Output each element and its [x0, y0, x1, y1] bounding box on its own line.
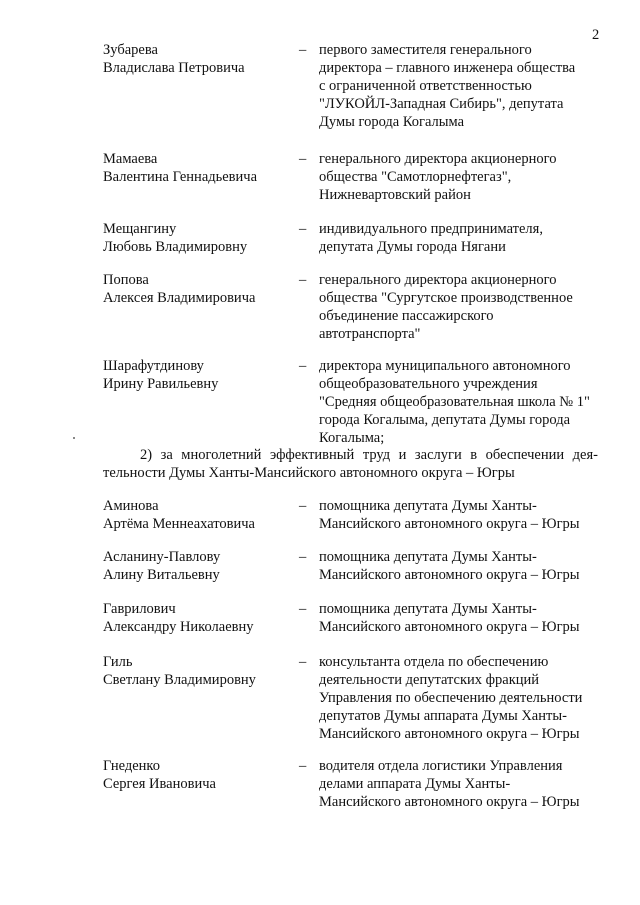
description-line: Мансийского автономного округа – Югры — [319, 567, 580, 583]
dash: – — [299, 654, 307, 670]
surname: Зубарева — [103, 42, 158, 58]
description-line: Нижневартовский район — [319, 187, 471, 203]
person-name — [103, 600, 283, 636]
dash: – — [299, 549, 307, 565]
description-line: общества "Самотлорнефтегаз", — [319, 169, 512, 185]
given-names: Алексея Владимировича — [103, 290, 256, 306]
surname: Гнеденко — [103, 758, 160, 774]
person-name — [103, 41, 283, 77]
surname: Мещангину — [103, 221, 177, 237]
given-names: Светлану Владимировну — [103, 672, 256, 688]
person-name — [103, 548, 283, 584]
given-names: Владислава Петровича — [103, 60, 245, 76]
dash: – — [299, 272, 307, 288]
surname: Шарафутдинову — [103, 358, 204, 374]
dash: – — [299, 151, 307, 167]
description-line: "ЛУКОЙЛ-Западная Сибирь", депутата — [319, 96, 564, 112]
description-line: директора – главного инженера общества — [319, 60, 576, 76]
description-line: Управления по обеспечению деятельности — [319, 690, 583, 706]
description-line: Думы города Когалыма — [319, 114, 465, 130]
person-name — [103, 220, 283, 256]
given-names: Алину Витальевну — [103, 567, 220, 583]
description-line: Мансийского автономного округа – Югры — [319, 619, 580, 635]
description-line: помощника депутата Думы Ханты- — [319, 549, 537, 565]
position-description — [319, 220, 604, 256]
description-line: Мансийского автономного округа – Югры — [319, 516, 580, 532]
description-line: генерального директора акционерного — [319, 272, 557, 288]
surname: Асланину-Павлову — [103, 549, 221, 565]
surname: Гиль — [103, 654, 133, 670]
surname: Гаврилович — [103, 601, 176, 617]
description-line: Когалыма; — [319, 430, 385, 446]
description-line: Мансийского автономного округа – Югры — [319, 794, 580, 810]
description-line: деятельности депутатских фракций — [319, 672, 540, 688]
surname: Аминова — [103, 498, 159, 514]
person-name — [103, 497, 283, 533]
section-paragraph — [103, 446, 598, 482]
description-line: города Когалыма, депутата Думы города — [319, 412, 571, 428]
person-name — [103, 757, 283, 793]
description-line: депутата Думы города Нягани — [319, 239, 506, 255]
given-names: Сергея Ивановича — [103, 776, 216, 792]
person-name — [103, 357, 283, 393]
description-line: помощника депутата Думы Ханты- — [319, 601, 537, 617]
description-line: индивидуального предпринимателя, — [319, 221, 543, 237]
position-description — [319, 653, 604, 743]
surname: Попова — [103, 272, 149, 288]
description-line: консультанта отдела по обеспечению — [319, 654, 549, 670]
given-names: Ирину Равильевну — [103, 376, 219, 392]
description-line: общеобразовательного учреждения — [319, 376, 538, 392]
dash: – — [299, 221, 307, 237]
dash: – — [299, 758, 307, 774]
dash: – — [299, 498, 307, 514]
surname: Мамаева — [103, 151, 158, 167]
given-names: Александру Николаевну — [103, 619, 254, 635]
position-description — [319, 548, 604, 584]
dash: – — [299, 42, 307, 58]
description-line: "Средняя общеобразовательная школа № 1" — [319, 394, 590, 410]
margin-mark — [73, 437, 75, 439]
dash: – — [299, 358, 307, 374]
person-name — [103, 150, 283, 186]
person-name — [103, 653, 283, 689]
position-description — [319, 271, 604, 343]
given-names: Любовь Владимировну — [103, 239, 248, 255]
description-line: Мансийского автономного округа – Югры — [319, 726, 580, 742]
description-line: первого заместителя генерального — [319, 42, 532, 58]
description-line: с ограниченной ответственностью — [319, 78, 532, 94]
paragraph-line: 2) за многолетний эффективный труд и заслуги в обеспечении дея- — [140, 447, 598, 463]
position-description — [319, 150, 604, 204]
position-description — [319, 757, 604, 811]
position-description — [319, 41, 604, 131]
position-description — [319, 357, 604, 447]
description-line: помощника депутата Думы Ханты- — [319, 498, 537, 514]
person-name — [103, 271, 283, 307]
description-line: делами аппарата Думы Ханты- — [319, 776, 511, 792]
dash: – — [299, 601, 307, 617]
given-names: Артёма Меннеахатовича — [103, 516, 255, 532]
given-names: Валентина Геннадьевича — [103, 169, 258, 185]
description-line: депутатов Думы аппарата Думы Ханты- — [319, 708, 567, 724]
paragraph-line: тельности Думы Ханты-Мансийского автономного округа – Югры — [103, 465, 515, 481]
position-description — [319, 600, 604, 636]
description-line: автотранспорта" — [319, 326, 421, 342]
description-line: генерального директора акционерного — [319, 151, 557, 167]
description-line: директора муниципального автономного — [319, 358, 571, 374]
page-number: 2 — [592, 27, 600, 43]
description-line: общества "Сургутское производственное — [319, 290, 573, 306]
position-description — [319, 497, 604, 533]
description-line: объединение пассажирского — [319, 308, 494, 324]
description-line: водителя отдела логистики Управления — [319, 758, 563, 774]
